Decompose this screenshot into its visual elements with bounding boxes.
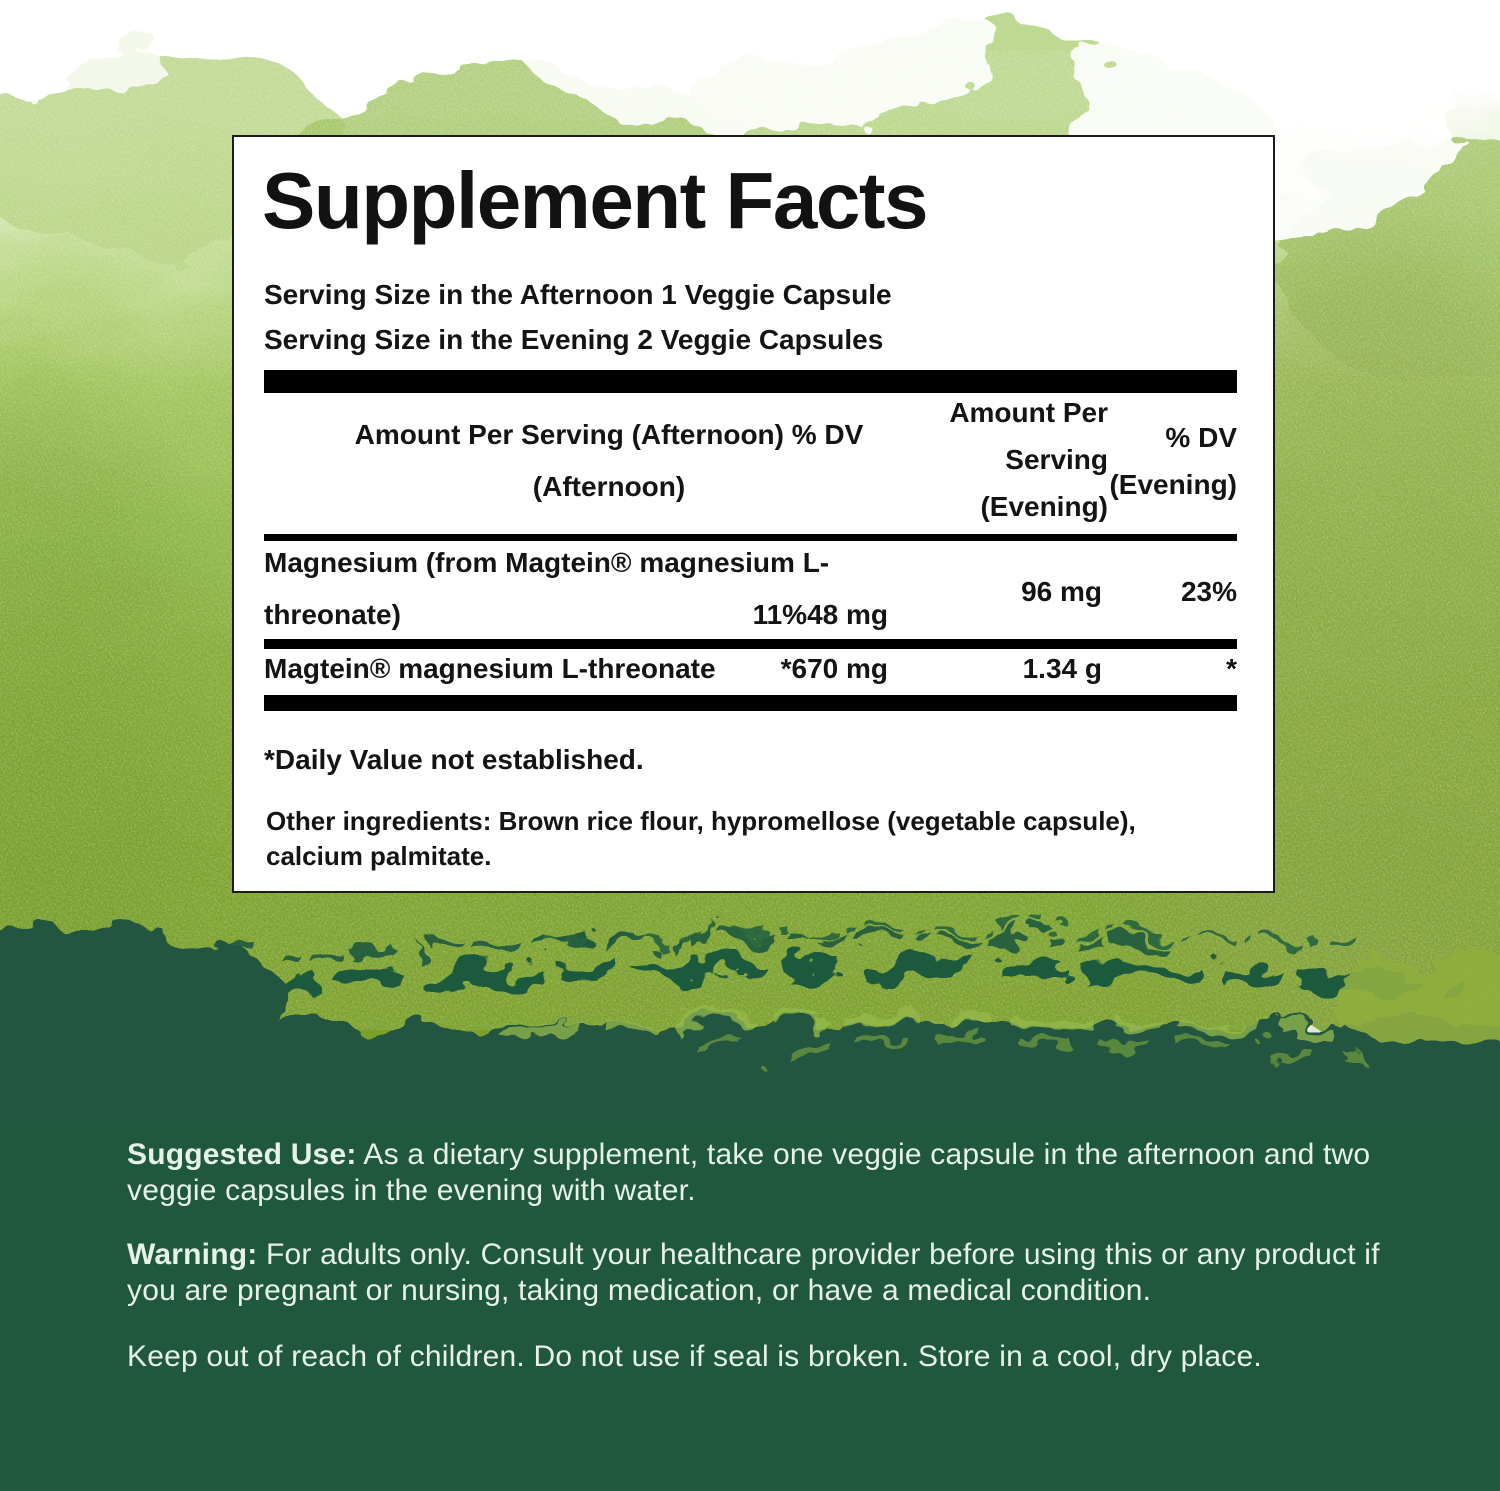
header-afternoon-line1: Amount Per Serving (Afternoon) % DV (354, 419, 864, 450)
suggested-use-label: Suggested Use: (127, 1138, 357, 1171)
other-ingredients-text: Other ingredients: Brown rice flour, hypromellose (vegetable capsule), calcium palmitate. (266, 806, 1136, 871)
warning-paragraph (127, 1237, 1395, 1309)
header-evening-line3: (Evening) (980, 491, 1108, 522)
nutrient-row-magnesium (264, 541, 1237, 639)
header-evening-dv-column (1109, 414, 1237, 508)
dv-evening-value: * (1226, 653, 1237, 684)
suggested-use-text: As a dietary supplement, take one veggie capsule in the afternoon and two veggie capsules in the evening with water. (127, 1138, 1371, 1207)
panel-title: Supplement Facts (262, 156, 928, 245)
daily-value-footnote: *Daily Value not established. (264, 744, 644, 775)
table-header-row (264, 393, 1237, 534)
serving-size-evening: Serving Size in the Evening 2 Veggie Capsules (264, 324, 884, 355)
divider-thick-bar-middle (264, 639, 1237, 649)
nutrient-row-magtein (264, 649, 1237, 695)
amount-afternoon-value: *670 mg (780, 653, 888, 684)
header-afternoon-line2: (Afternoon) (532, 471, 686, 502)
header-afternoon-column (284, 409, 934, 513)
header-dv-line1: % DV (1165, 422, 1237, 453)
supplement-facts-panel (232, 135, 1275, 893)
serving-size-afternoon: Serving Size in the Afternoon 1 Veggie Capsule (264, 279, 892, 310)
amount-afternoon-value: 11%48 mg (752, 599, 888, 630)
storage-paragraph: Keep out of reach of children. Do not use if seal is broken. Store in a cool, dry place. (127, 1340, 1262, 1373)
suggested-use-paragraph (127, 1137, 1387, 1209)
dv-evening-value: 23% (1180, 576, 1237, 607)
amount-evening-value: 96 mg (1021, 576, 1102, 607)
amount-evening-value: 1.34 g (1022, 653, 1102, 684)
nutrient-name: Magnesium (from Magtein® magnesium L-threonate) (264, 547, 830, 630)
header-evening-amount-column (949, 389, 1108, 530)
divider-thick-bar-bottom (264, 695, 1237, 711)
header-dv-line2: (Evening) (1109, 469, 1237, 500)
nutrient-name: Magtein® magnesium L-threonate (264, 653, 716, 684)
header-evening-line1: Amount Per (949, 397, 1108, 428)
header-evening-line2: Serving (1005, 444, 1108, 475)
warning-text: For adults only. Consult your healthcare provider before using this or any product if you are pregnant or nursing, taking medication, or have a medical condition. (127, 1238, 1380, 1307)
warning-label: Warning: (127, 1238, 258, 1271)
